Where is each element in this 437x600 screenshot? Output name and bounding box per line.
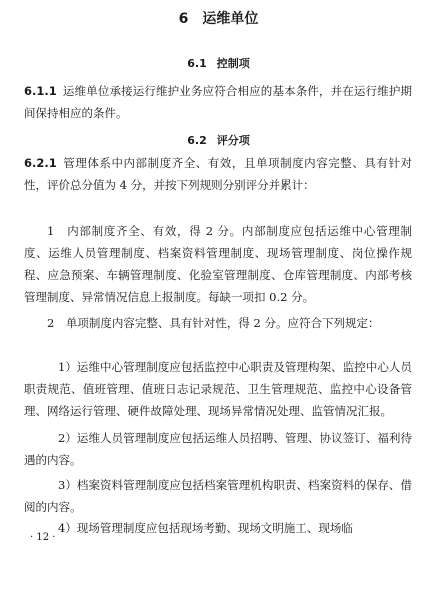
section-number: 6.1 bbox=[187, 57, 207, 70]
clause-number: 6.2.1 bbox=[24, 156, 57, 170]
clause-6-1-1 bbox=[24, 80, 412, 124]
list-item: 1 内部制度齐全、有效，得 2 分。内部制度应包括运维中心管理制度、运维人员管理制度、档案资料管理制度、现场管理制度、岗位操作规程、应急预案、车辆管理制度、化验室管理制度、仓库管理制度、内部考核管理制度、异常情况信息上报制度。每缺一项扣 0.2 分。 bbox=[24, 224, 412, 304]
section-number: 6.2 bbox=[187, 134, 207, 147]
page-number: · 12 · bbox=[30, 532, 56, 543]
clause-text: 运维单位承接运行维护业务应符合相应的基本条件，并在运行维护期间保持相应的条件。 bbox=[24, 84, 412, 120]
section-heading bbox=[0, 132, 437, 148]
clause-number: 6.1.1 bbox=[24, 84, 57, 98]
sub-list-item: 2）运维人员管理制度应包括运维人员招聘、管理、协议签订、福利待遇的内容。 bbox=[24, 431, 412, 467]
chapter-heading bbox=[0, 8, 437, 28]
section-heading bbox=[0, 55, 437, 71]
list-item: 2 单项制度内容完整、具有针对性，得 2 分。应符合下列规定： bbox=[47, 316, 380, 330]
sub-list-item: 4）现场管理制度应包括现场考勤、现场文明施工、现场临 bbox=[58, 521, 353, 535]
clause-6-2-1 bbox=[24, 152, 412, 196]
clause-text: 管理体系中内部制度齐全、有效，且单项制度内容完整、具有针对性，评价总分值为 4 分，并按下列规则分别评分并累计： bbox=[24, 156, 412, 192]
sub-list-item: 3）档案资料管理制度应包括档案管理机构职责、档案资料的保存、借阅的内容。 bbox=[24, 478, 412, 514]
chapter-title: 运维单位 bbox=[202, 11, 259, 27]
sub-list-item: 1）运维中心管理制度应包括监控中心职责及管理构架、监控中心人员职责规范、值班管理、值班日志记录规范、卫生管理规范、监控中心设备管理、网络运行管理、硬件故障处理、现场异常情况处理、监管情况汇报。 bbox=[24, 360, 412, 418]
section-title: 评分项 bbox=[216, 134, 250, 147]
chapter-number: 6 bbox=[178, 11, 189, 27]
section-title: 控制项 bbox=[216, 57, 250, 70]
